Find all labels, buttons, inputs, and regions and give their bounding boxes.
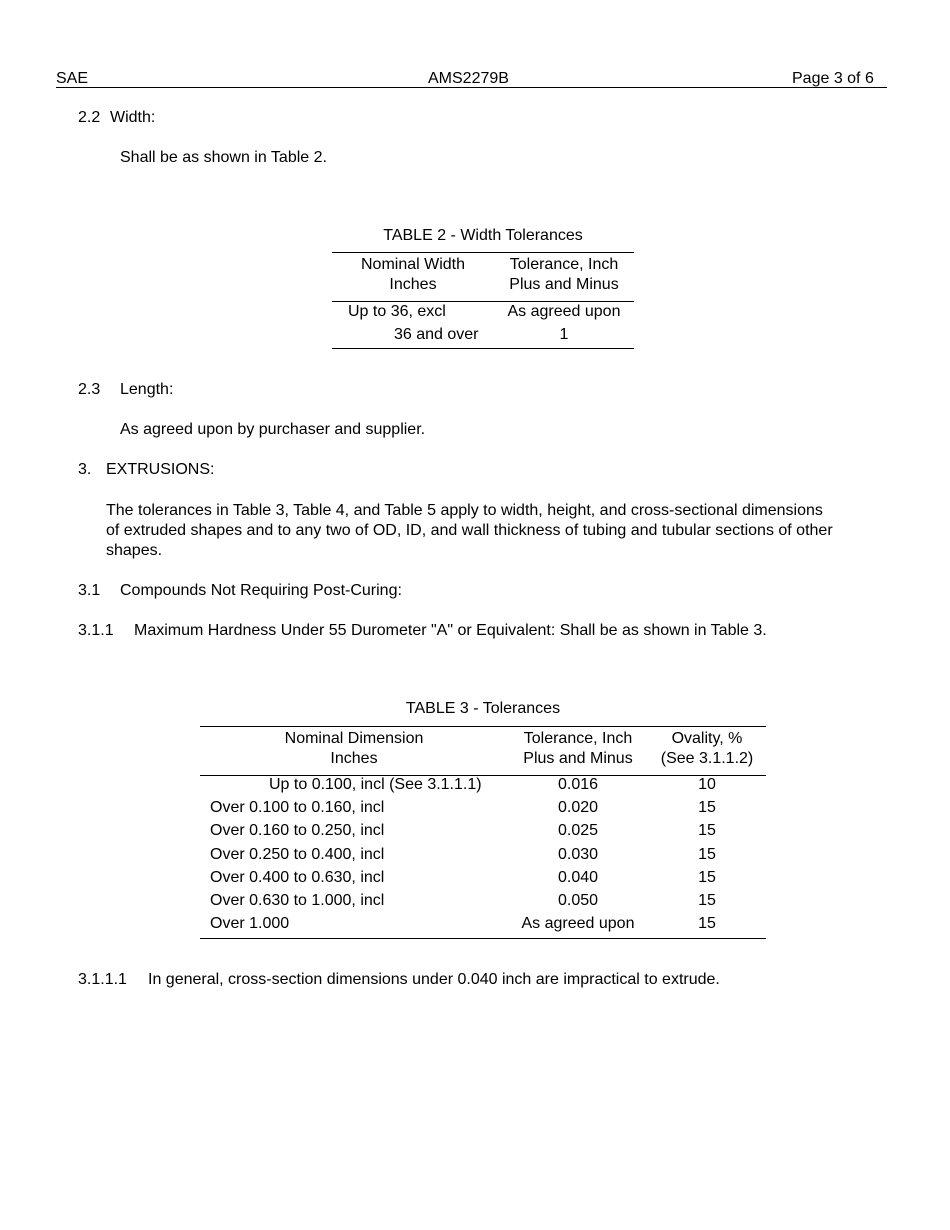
- section-3-1-1-1-text: In general, cross-section dimensions under 0.040 inch are impractical to extrude.: [148, 971, 720, 988]
- section-3-1-1-number: 3.1.1: [78, 622, 114, 639]
- table3-top-rule: [200, 726, 766, 727]
- header-document-number: AMS2279B: [428, 70, 509, 87]
- table-row-nominal: Over 0.400 to 0.630, incl: [210, 869, 385, 886]
- table-row-ovality: 15: [698, 846, 716, 863]
- table-row-tolerance: 0.020: [557, 799, 599, 816]
- table2-header-tolerance: Tolerance, Inch Plus and Minus: [509, 256, 619, 293]
- table-row-tolerance: 0.030: [557, 846, 599, 863]
- section-3-1-1-text: Maximum Hardness Under 55 Durometer "A" or Equivalent: Shall be as shown in Table 3.: [134, 622, 767, 639]
- section-3-title: EXTRUSIONS:: [106, 461, 215, 478]
- header-left: SAE: [56, 70, 89, 87]
- table2-row2-tolerance: 1: [559, 326, 569, 343]
- table-row-ovality: 15: [698, 869, 716, 886]
- table2-row1-tolerance: As agreed upon: [507, 303, 621, 320]
- table-row-ovality: 15: [698, 915, 716, 932]
- table-row-tolerance: 0.025: [557, 822, 599, 839]
- section-2-2-body: Shall be as shown in Table 2.: [120, 149, 327, 166]
- table2-header-nominal-width: Nominal Width Inches: [360, 256, 466, 293]
- table-row-ovality: 10: [698, 776, 716, 793]
- section-2-2-title: Width:: [110, 109, 156, 126]
- section-3-1-number: 3.1: [78, 582, 101, 599]
- section-2-2-number: 2.2: [78, 109, 101, 126]
- table-row-tolerance: 0.050: [557, 892, 599, 909]
- table-row-nominal: Over 0.160 to 0.250, incl: [210, 822, 385, 839]
- section-3-body-line2: of extruded shapes and to any two of OD, ID, and wall thickness of tubing and tubular sections of other: [106, 522, 833, 539]
- table2-top-rule: [332, 252, 634, 253]
- table-row-nominal: Over 0.250 to 0.400, incl: [210, 846, 385, 863]
- section-3-body-line1: The tolerances in Table 3, Table 4, and Table 5 apply to width, height, and cross-sectional dimensions: [106, 502, 823, 519]
- table-row-nominal: Over 0.630 to 1.000, incl: [210, 892, 385, 909]
- table2-row2-width: 36 and over: [394, 326, 479, 343]
- table3-header-tolerance: Tolerance, Inch Plus and Minus: [523, 730, 633, 767]
- table-row-tolerance: 0.040: [557, 869, 599, 886]
- section-3-1-1-1-number: 3.1.1.1: [78, 971, 127, 988]
- table-row-nominal: Over 1.000: [210, 915, 290, 932]
- section-2-3-body: As agreed upon by purchaser and supplier.: [120, 421, 426, 438]
- table2-caption: TABLE 2 - Width Tolerances: [383, 227, 583, 244]
- table-row-tolerance: As agreed upon: [521, 915, 635, 932]
- table3-caption: TABLE 3 - Tolerances: [405, 700, 561, 717]
- table3-header-ovality: Ovality, % (See 3.1.1.2): [660, 730, 754, 767]
- table-row-nominal: Over 0.100 to 0.160, incl: [210, 799, 385, 816]
- header-rule: [56, 87, 887, 88]
- table3-header-nominal-dimension: Nominal Dimension Inches: [284, 730, 424, 767]
- section-2-3-title: Length:: [120, 381, 174, 398]
- table-row-ovality: 15: [698, 799, 716, 816]
- table3-bottom-rule: [200, 938, 766, 939]
- header-page-number: Page 3 of 6: [792, 70, 874, 87]
- table2-row1-width: Up to 36, excl: [348, 303, 446, 320]
- table-row-nominal: Up to 0.100, incl (See 3.1.1.1): [269, 776, 482, 793]
- section-2-3-number: 2.3: [78, 381, 101, 398]
- table-row-tolerance: 0.016: [557, 776, 599, 793]
- table-row-ovality: 15: [698, 822, 716, 839]
- section-3-number: 3.: [78, 461, 92, 478]
- table-row-ovality: 15: [698, 892, 716, 909]
- section-3-body-line3: shapes.: [106, 542, 163, 559]
- table2-bottom-rule: [332, 348, 634, 349]
- section-3-1-title: Compounds Not Requiring Post-Curing:: [120, 582, 402, 599]
